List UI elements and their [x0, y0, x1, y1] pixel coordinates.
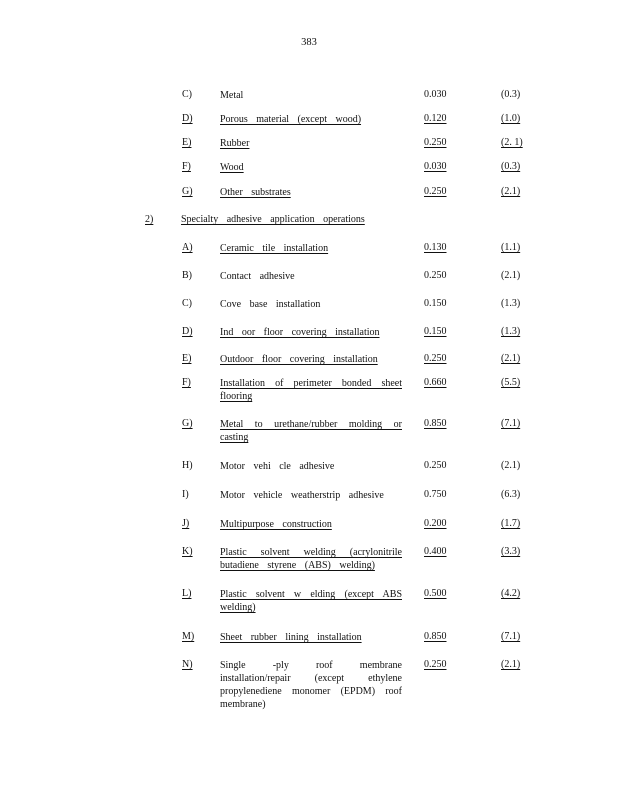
- item-letter: K): [182, 546, 193, 557]
- item-paren-value: (2. 1): [501, 137, 523, 148]
- item-paren-value: (1.0): [501, 113, 521, 124]
- item-description: Ceramic tile installation: [220, 243, 329, 254]
- section-title: Specialty adhesive application operations: [181, 214, 365, 225]
- item-value: 0.750: [424, 489, 447, 500]
- item-description: Motor vehicle weatherstrip adhesive: [220, 490, 384, 501]
- item-description: Wood: [220, 162, 244, 173]
- item-value: 0.200: [424, 518, 447, 529]
- item-letter: C): [182, 89, 192, 100]
- item-paren-value: (0.3): [501, 161, 521, 172]
- item-description: Sheet rubber lining installation: [220, 632, 362, 643]
- item-paren-value: (5.5): [501, 377, 521, 388]
- item-letter: F): [182, 161, 191, 172]
- item-value: 0.030: [424, 161, 447, 172]
- section-number: 2): [145, 214, 154, 225]
- item-letter: J): [182, 518, 190, 529]
- item-description: Other substrates: [220, 187, 291, 198]
- item-value: 0.030: [424, 89, 447, 100]
- item-description: Metal: [220, 90, 244, 101]
- item-paren-value: (1.1): [501, 242, 521, 253]
- item-letter: I): [182, 489, 189, 500]
- item-description: Multipurpose construction: [220, 519, 332, 530]
- item-value: 0.250: [424, 270, 447, 281]
- item-description: Metal to urethane/rubber molding or casting: [220, 419, 402, 443]
- item-letter: M): [182, 631, 195, 642]
- item-description: Single -ply roof membrane installation/repair (except ethylene propylenediene monomer (EPDM) roof membrane): [220, 660, 402, 710]
- item-value: 0.660: [424, 377, 447, 388]
- item-value: 0.250: [424, 659, 447, 670]
- item-value: 0.150: [424, 298, 447, 309]
- item-value: 0.250: [424, 353, 447, 364]
- item-paren-value: (2.1): [501, 659, 521, 670]
- item-description: Motor vehi cle adhesive: [220, 461, 335, 472]
- item-letter: D): [182, 326, 193, 337]
- item-value: 0.130: [424, 242, 447, 253]
- item-letter: G): [182, 186, 193, 197]
- item-letter: E): [182, 353, 192, 364]
- item-paren-value: (6.3): [501, 489, 521, 500]
- item-value: 0.500: [424, 588, 447, 599]
- item-letter: N): [182, 659, 193, 670]
- item-letter: L): [182, 588, 192, 599]
- item-paren-value: (2.1): [501, 186, 521, 197]
- item-value: 0.250: [424, 137, 447, 148]
- item-paren-value: (1.7): [501, 518, 521, 529]
- item-paren-value: (2.1): [501, 270, 521, 281]
- item-paren-value: (1.3): [501, 298, 521, 309]
- item-paren-value: (3.3): [501, 546, 521, 557]
- item-description: Cove base installation: [220, 299, 321, 310]
- item-description: Rubber: [220, 138, 250, 149]
- item-letter: A): [182, 242, 193, 253]
- item-description: Porous material (except wood): [220, 114, 362, 125]
- item-paren-value: (0.3): [501, 89, 521, 100]
- item-value: 0.150: [424, 326, 447, 337]
- page-number: 383: [301, 37, 317, 48]
- item-description: Ind oor floor covering installation: [220, 327, 380, 338]
- item-value: 0.400: [424, 546, 447, 557]
- item-description: Plastic solvent w elding (except ABS welding): [220, 589, 402, 613]
- item-paren-value: (7.1): [501, 631, 521, 642]
- item-description: Outdoor floor covering installation: [220, 354, 378, 365]
- item-paren-value: (1.3): [501, 326, 521, 337]
- item-letter: G): [182, 418, 193, 429]
- item-value: 0.120: [424, 113, 447, 124]
- item-letter: B): [182, 270, 192, 281]
- item-value: 0.250: [424, 460, 447, 471]
- item-description: Installation of perimeter bonded sheet flooring: [220, 378, 402, 402]
- item-value: 0.850: [424, 418, 447, 429]
- item-paren-value: (4.2): [501, 588, 521, 599]
- item-paren-value: (2.1): [501, 460, 521, 471]
- item-paren-value: (7.1): [501, 418, 521, 429]
- item-letter: D): [182, 113, 193, 124]
- item-letter: E): [182, 137, 192, 148]
- item-letter: F): [182, 377, 191, 388]
- item-letter: C): [182, 298, 192, 309]
- item-paren-value: (2.1): [501, 353, 521, 364]
- item-description: Plastic solvent welding (acrylonitrile butadiene styrene (ABS) welding): [220, 547, 402, 571]
- item-letter: H): [182, 460, 193, 471]
- item-description: Contact adhesive: [220, 271, 295, 282]
- item-value: 0.250: [424, 186, 447, 197]
- item-value: 0.850: [424, 631, 447, 642]
